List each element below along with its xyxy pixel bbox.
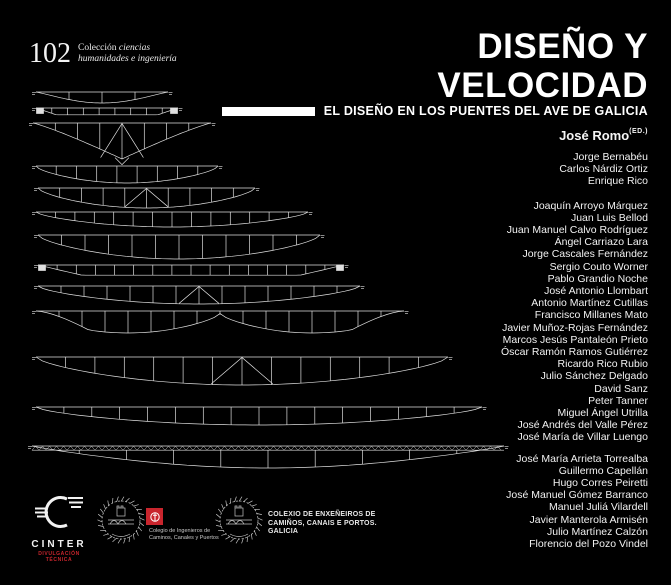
author-name: Hugo Corres Peiretti <box>552 477 648 490</box>
collection-line1: ciencias <box>118 43 151 53</box>
bridge-elevation-drawing <box>32 210 314 235</box>
author-name: Miguel Ángel Utrilla <box>557 407 648 420</box>
bridge-elevation-drawing <box>32 309 410 341</box>
laurel-wreath-icon <box>213 493 265 547</box>
author-group-3 <box>501 453 648 551</box>
author-name: Jorge Cascales Fernández <box>522 248 648 261</box>
subtitle-bar <box>222 107 315 116</box>
bridge-elevation-drawing <box>34 263 350 285</box>
cinter-tagline: DIVULGACIÓN TÉCNICA <box>38 551 80 563</box>
colegio-caption-line1: Colegio de Ingenieros de <box>149 528 211 534</box>
publisher-logos <box>0 490 420 580</box>
subtitle-row <box>253 104 648 118</box>
colegio-monogram-icon <box>149 511 161 523</box>
colexio-caption <box>268 511 378 537</box>
author-name: José María Arrieta Torrealba <box>516 452 648 465</box>
author-name: Javier Manterola Armisén <box>529 513 648 526</box>
title-block <box>437 27 648 105</box>
author-name: Peter Tanner <box>588 394 648 407</box>
colexio-caption-line1: COLEXIO DE ENXEÑEIROS DE <box>268 511 376 518</box>
author-name: Julio Martínez Calzón <box>547 525 648 538</box>
author-name: Jorge Bernabéu <box>573 151 648 163</box>
author-name: Marcos Jesús Pantaleón Prieto <box>502 333 648 346</box>
author-name: Óscar Ramón Ramos Gutiérrez <box>500 346 648 359</box>
colegio-caption-line2: Caminos, Canales y Puertos <box>149 535 219 541</box>
title-line-2: VELOCIDAD <box>437 66 648 105</box>
collection-label <box>78 40 177 65</box>
editor-name: José Romo <box>559 128 630 143</box>
author-name: Antonio Martínez Cutillas <box>531 297 648 310</box>
bridge-elevation-drawing <box>32 90 174 111</box>
subtitle: EL DISEÑO EN LOS PUENTES DEL AVE DE GALICIA <box>323 104 648 118</box>
bridge-elevation-drawing <box>34 186 261 216</box>
author-name: Ángel Carriazo Lara <box>554 236 648 249</box>
author-name: Enrique Rico <box>587 175 648 188</box>
colexio-caption-line3: GALICIA <box>268 528 299 535</box>
author-name: Ricardo Rico Rubio <box>557 358 648 371</box>
editor-line <box>559 128 648 143</box>
authors-column <box>501 151 648 550</box>
collection-number: 102 <box>29 38 71 69</box>
author-name: Florencio del Pozo Vindel <box>529 538 648 551</box>
editor-role: (ED.) <box>629 127 648 135</box>
author-name: José Manuel Gómez Barranco <box>506 489 648 502</box>
bridge-elevation-drawing <box>32 164 224 191</box>
author-name: Javier Muñoz-Rojas Fernández <box>502 321 648 334</box>
author-name: José María de Villar Luengo <box>517 431 648 444</box>
author-name: Manuel Juliá Vilardell <box>548 501 648 514</box>
bridge-elevation-drawing <box>29 121 217 167</box>
colegio-badge-icon <box>146 508 163 525</box>
colexio-wreath-icon <box>213 493 265 552</box>
author-name: Joaquín Arroyo Márquez <box>533 199 648 212</box>
collection-header <box>29 40 177 68</box>
cinter-logo <box>28 492 90 563</box>
bridge-elevation-drawing <box>32 405 488 433</box>
colegio-wreath-icon <box>95 493 147 552</box>
author-name: José Andrés del Valle Pérez <box>517 419 648 432</box>
author-name: Juan Manuel Calvo Rodríguez <box>506 224 648 237</box>
author-name: David Sanz <box>594 382 648 395</box>
cinter-name: CINTER <box>31 539 87 550</box>
bridge-elevation-drawing <box>32 106 184 124</box>
author-name: Pablo Grandio Noche <box>547 272 648 285</box>
colexio-caption-line2: CAMIÑOS, CANAIS E PORTOS. <box>268 519 377 527</box>
author-name: Juan Luis Bellod <box>570 211 648 224</box>
author-group-2 <box>501 200 648 444</box>
cinter-c-icon <box>34 492 84 532</box>
collection-word: Colección <box>78 43 117 53</box>
title-line-1: DISEÑO Y <box>477 27 648 66</box>
author-group-1 <box>501 151 648 188</box>
bridge-elevation-drawing <box>34 284 366 312</box>
author-name: Julio Sánchez Delgado <box>540 370 648 383</box>
laurel-wreath-icon <box>95 493 147 547</box>
bridge-elevation-drawing <box>28 444 510 476</box>
collection-line2: humanidades e ingeniería <box>78 54 177 64</box>
author-name: Sergio Couto Worner <box>549 260 648 273</box>
author-name: Guillermo Capellán <box>558 464 648 477</box>
bridge-elevation-drawing <box>32 355 454 393</box>
bridge-elevation-drawing <box>34 233 326 267</box>
author-name: Carlos Nárdiz Ortiz <box>559 163 648 176</box>
author-name: José Antonio Llombart <box>544 285 648 298</box>
author-name: Francisco Millanes Mato <box>534 309 648 322</box>
